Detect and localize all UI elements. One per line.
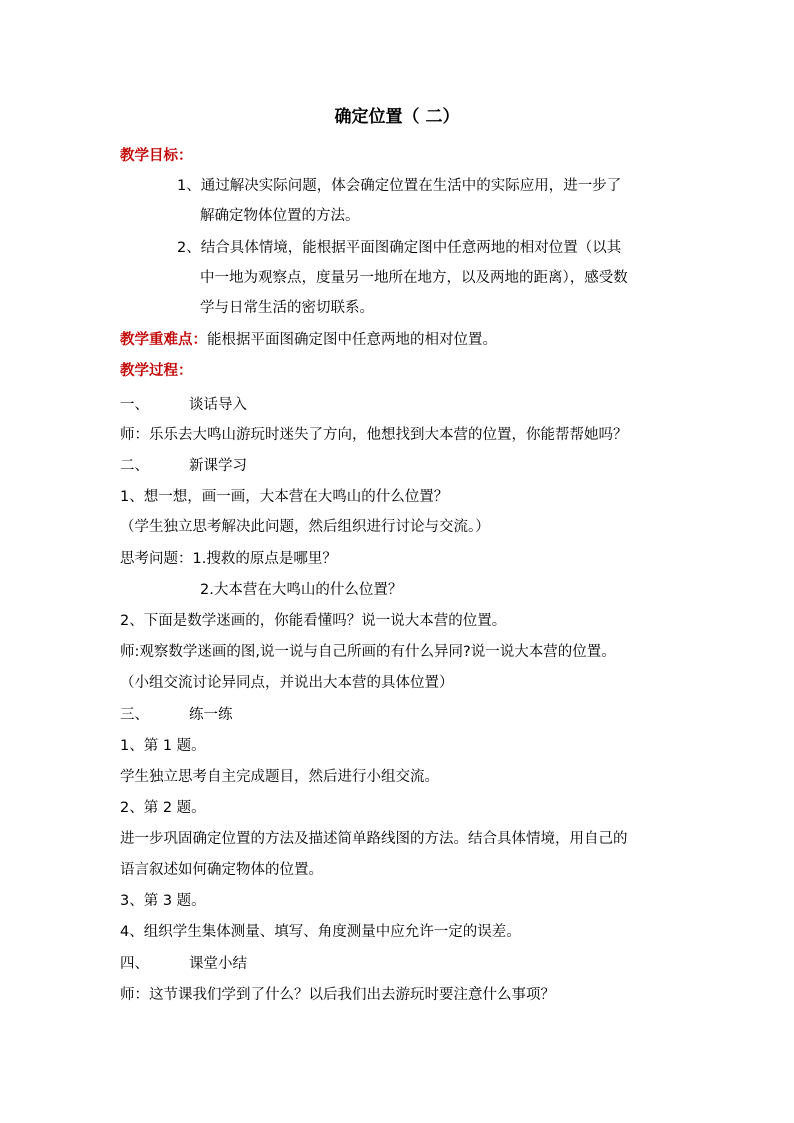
- think-question-1: 1.搜救的原点是哪里？: [192, 551, 337, 567]
- section-1-text: 师：乐乐去大鸣山游玩时迷失了方向，他想找到大本营的位置，你能帮帮她吗？: [120, 427, 628, 443]
- section-2-number: 二、: [120, 458, 149, 474]
- page-title: 确定位置（ 二）: [334, 107, 460, 127]
- section-4-text: 师：这节课我们学到了什么？以后我们出去游玩时要注意什么事项？: [120, 987, 555, 1003]
- section-2-question-2-note: （小组交流讨论异同点，并说出大本营的具体位置）: [120, 675, 454, 691]
- section-1-title: 谈话导入: [189, 397, 247, 413]
- goals-heading: 教学目标：: [120, 148, 193, 164]
- section-1-heading: [120, 395, 247, 415]
- practice-2-line-2: 语言叙述如何确定物体的位置。: [120, 862, 323, 878]
- section-3-heading: [120, 705, 233, 725]
- section-2-question-2: 2、下面是数学迷画的，你能看懂吗？说一说大本营的位置。: [120, 613, 507, 629]
- section-4-title: 课堂小结: [189, 956, 247, 972]
- section-3-number: 三、: [120, 707, 149, 723]
- practice-3: 3、第 3 题。: [120, 893, 206, 909]
- section-2-teacher-line: 师:观察数学迷画的图,说一说与自己所画的有什么异同?说一说大本营的位置。: [120, 644, 616, 660]
- process-heading: 教学过程：: [120, 363, 193, 379]
- section-2-heading: [120, 456, 247, 476]
- key-points-heading: 教学重难点：: [120, 332, 207, 348]
- section-3-title: 练一练: [189, 707, 233, 723]
- practice-4: 4、组织学生集体测量、填写、角度测量中应允许一定的误差。: [120, 924, 521, 940]
- practice-1-text: 学生独立思考自主完成题目，然后进行小组交流。: [120, 769, 439, 785]
- section-2-question-1-note: （学生独立思考解决此问题，然后组织进行讨论与交流。）: [120, 519, 490, 535]
- goal-1-line-2: 解确定物体位置的方法。: [200, 208, 360, 224]
- section-2-title: 新课学习: [189, 458, 247, 474]
- think-questions-row: [120, 549, 337, 569]
- think-question-2: 2.大本营在大鸣山的什么位置？: [200, 582, 403, 598]
- goal-1-line-1: 1、通过解决实际问题，体会确定位置在生活中的实际应用，进一步了: [177, 178, 622, 194]
- think-questions-label: 思考问题：: [120, 551, 193, 567]
- section-2-question-1: 1、想一想，画一画，大本营在大鸣山的什么位置？: [120, 489, 449, 505]
- practice-2-line-1: 进一步巩固确定位置的方法及描述简单路线图的方法。结合具体情境，用自己的: [120, 831, 628, 847]
- key-points-text: 能根据平面图确定图中任意两地的相对位置。: [207, 332, 497, 348]
- practice-2: 2、第 2 题。: [120, 800, 206, 816]
- practice-1: 1、第 1 题。: [120, 738, 206, 754]
- goal-2-line-2: 中一地为观察点，度量另一地所在地方，以及两地的距离），感受数: [200, 270, 628, 286]
- section-1-number: 一、: [120, 397, 149, 413]
- section-4-heading: [120, 954, 247, 974]
- key-points-row: [120, 330, 497, 350]
- section-4-number: 四、: [120, 956, 149, 972]
- goal-2-line-1: 2、结合具体情境，能根据平面图确定图中任意两地的相对位置（以其: [177, 240, 622, 256]
- goal-2-line-3: 学与日常生活的密切联系。: [200, 300, 374, 316]
